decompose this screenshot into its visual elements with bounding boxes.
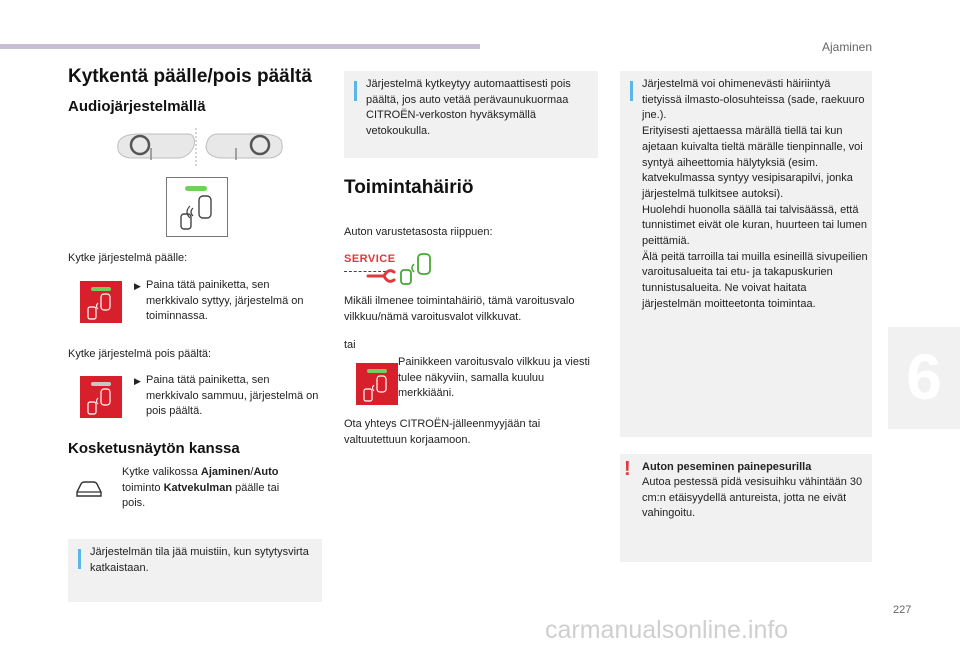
chapter-title: Ajaminen	[821, 40, 872, 54]
audio-heading: Audiojärjestelmällä	[68, 98, 206, 115]
info-icon	[78, 549, 81, 569]
memory-note-box	[68, 539, 322, 602]
side-mirrors-illustration	[110, 126, 290, 170]
auto-off-note-text: Järjestelmä kytkeytyy automaattisesti pois päältä, jos auto vetää perävaunukuormaa CITROËN-verkoston hyväksymällä vetokoukulla.	[366, 78, 571, 137]
or-text: tai	[344, 339, 356, 351]
blind-spot-button-on[interactable]	[80, 281, 122, 323]
switch-on-text: Paina tätä painiketta, sen merkkivalo syttyy, järjestelmä on toiminnassa.	[146, 279, 304, 322]
equipment-depends: Auton varustetasosta riippuen:	[344, 226, 493, 238]
blind-spot-car-icon	[84, 388, 118, 416]
warning-exclamation-icon: !	[624, 458, 631, 480]
blind-spot-car-icon	[84, 293, 118, 321]
button-led-on	[185, 186, 207, 191]
switch-on-instruction	[134, 278, 322, 325]
switch-off-text: Paina tätä painiketta, sen merkkivalo sammuu, järjestelmä on pois päältä.	[146, 374, 319, 417]
page-number: 227	[893, 604, 912, 616]
auto-off-note-box	[344, 71, 598, 158]
button-led-green	[367, 369, 387, 373]
info-icon	[630, 81, 633, 101]
wrench-icon	[366, 262, 396, 284]
service-label: SERVICE	[344, 253, 396, 265]
memory-note-text: Järjestelmän tila jää muistiin, kun sytytysvirta katkaistaan.	[90, 546, 309, 574]
blind-spot-button-blinking[interactable]	[356, 363, 398, 405]
touchscreen-heading: Kosketusnäytön kanssa	[68, 440, 240, 457]
watermark: carmanualsonline.info	[545, 616, 789, 644]
interference-note-box	[620, 71, 872, 437]
malfunction-text: Mikäli ilmenee toimintahäiriö, tämä varoitusvalo vilkkuu/nämä varoitusvalot vilkkuvat.	[344, 295, 575, 323]
car-menu-icon	[74, 478, 104, 500]
contact-text: Ota yhteys CITROËN-jälleenmyyjään tai valtuutettuun korjaamoon.	[344, 418, 541, 446]
chapter-number: 6	[906, 341, 942, 413]
warning-text: Autoa pestessä pidä vesisuihku vähintään 30 cm:n etäisyydellä antureista, jotta ne eivät vahingoitu.	[642, 476, 863, 519]
bullet-arrow-icon: ▶	[134, 376, 141, 386]
blind-spot-button-off[interactable]	[80, 376, 122, 418]
button-led-green	[91, 287, 111, 291]
warning-title: Auton peseminen painepesurilla	[642, 461, 812, 473]
page-title: Kytkentä päälle/pois päältä	[68, 66, 312, 87]
button-led-grey	[91, 382, 111, 386]
interference-note-text: Järjestelmä voi ohimenevästi häiriintyä tietyissä ilmasto-olosuhteissa (sade, raekuuro jne.). Erityisesti ajettaessa märällä tiellä tai kun ajetaan kuivalta tieltä märälle tienpinnalle, voi syntyä aiheettomia hälytyksiä (esim. katvekulmassa syntyy vesipisarapilvi, jonka järjestelmä tulkitsee autoksi). Huolehdi huonolla säällä tai talvisäässä, että tunnistimet eivät ole kuran, huurteen tai lumen peittämiä. Älä peitä tarroilla tai muilla esineillä sivupeilien varoitusalueita tai etu- ja takapuskurien tunnistusalueita. Ne voivat haitata järjestelmän moitteetonta toimintaa.	[642, 78, 868, 310]
pressure-wash-warning-box	[620, 454, 872, 562]
malfunction-heading: Toimintahäiriö	[344, 177, 474, 198]
blind-spot-car-icon	[360, 375, 394, 403]
bullet-arrow-icon: ▶	[134, 281, 141, 291]
switch-off-instruction	[134, 373, 322, 420]
blind-spot-warning-icon	[398, 252, 436, 286]
touchscreen-instruction: Kytke valikossa Ajaminen/Auto toiminto Katvekulman päälle tai pois.	[122, 466, 280, 509]
blind-spot-car-icon	[177, 194, 219, 232]
switch-on-label: Kytke järjestelmä päälle:	[68, 252, 188, 264]
header-bar	[0, 44, 480, 49]
button-blink-text: Painikkeen varoitusvalo vilkkuu ja viesti tulee näkyviin, samalla kuuluu merkkiääni.	[398, 356, 590, 399]
info-icon	[354, 81, 357, 101]
switch-off-label: Kytke järjestelmä pois päältä:	[68, 348, 212, 360]
blind-spot-button-illustration	[166, 177, 228, 237]
